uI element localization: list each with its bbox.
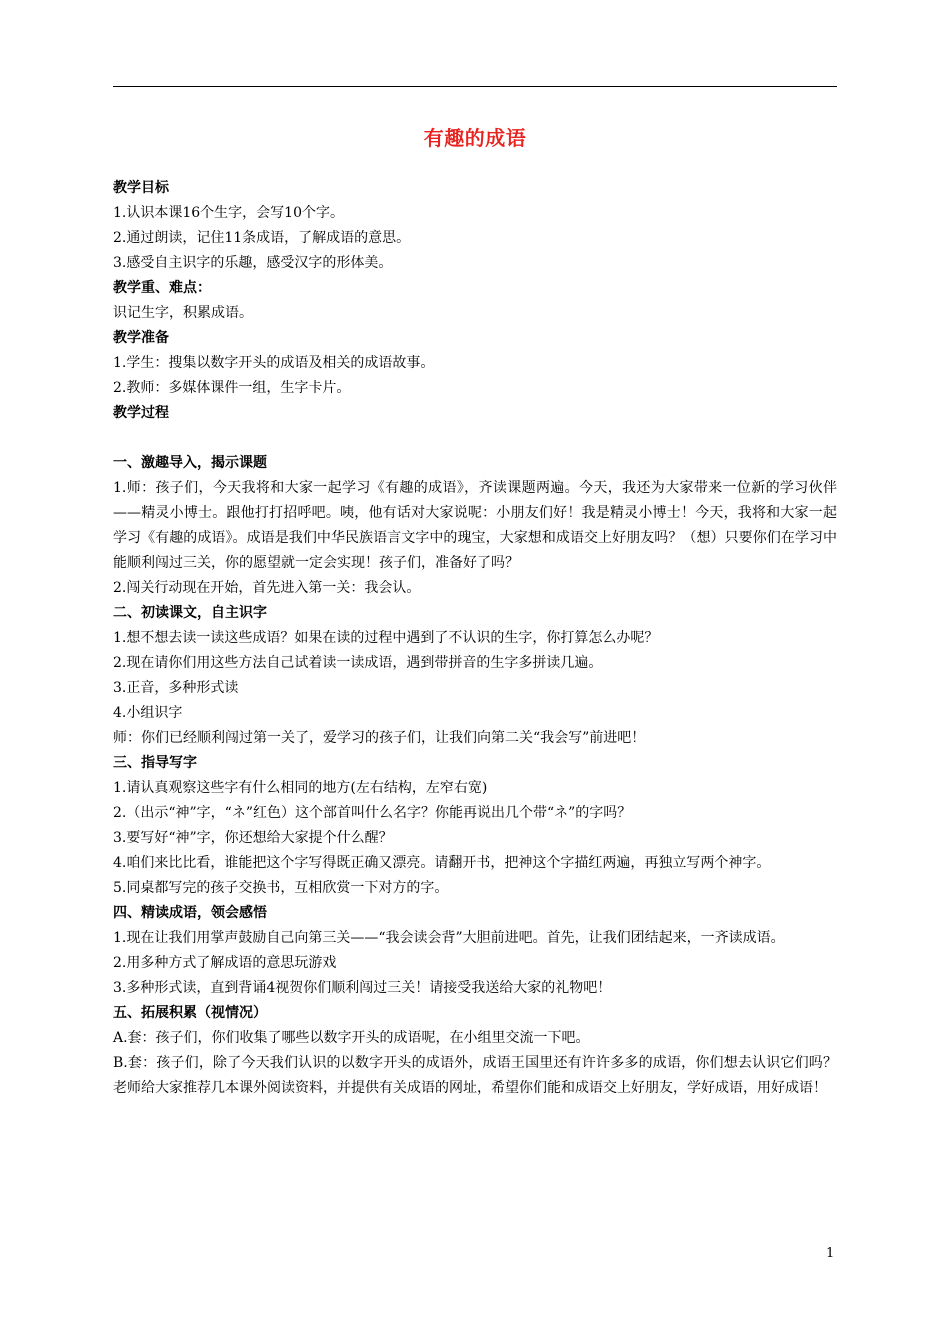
part3-item: 5.同桌都写完的孩子交换书，互相欣赏一下对方的字。 <box>113 880 449 896</box>
part4-item: 3.多种形式读，直到背诵4视贺你们顺利闯过三关！请接受我送给大家的礼物吧！ <box>113 980 612 996</box>
prep-item: 2.教师：多媒体课件一组，生字卡片。 <box>113 380 351 396</box>
part4-item: 2.用多种方式了解成语的意思玩游戏 <box>113 955 337 971</box>
goal-item: 1.认识本课16个生字，会写10个字。 <box>113 205 344 221</box>
heading-key-points: 教学重、难点： <box>113 280 211 296</box>
part1-item: 2.闯关行动现在开始，首先进入第一关：我会认。 <box>113 580 421 596</box>
header-rule <box>113 86 837 87</box>
document-body <box>113 176 837 1101</box>
key-point-item: 识记生字，积累成语。 <box>113 305 253 321</box>
part3-item: 3.要写好“神”字，你还想给大家提个什么醒？ <box>113 830 393 846</box>
part5-item: B.套：孩子们，除了今天我们认识的以数字开头的成语外，成语王国里还有许许多多的成语，你们想去认识它们吗？老师给大家推荐几本课外阅读资料，并提供有关成语的网址，希望你们能和成语交上好朋友，学好成语，用好成语！ <box>113 1055 837 1096</box>
part4-item: 1.现在让我们用掌声鼓励自己向第三关——“我会读会背”大胆前进吧。首先，让我们团结起来，一齐读成语。 <box>113 930 785 946</box>
part2-item: 3.正音，多种形式读 <box>113 680 239 696</box>
prep-item: 1.学生：搜集以数字开头的成语及相关的成语故事。 <box>113 355 435 371</box>
part2-item: 1.想不想去读一读这些成语？如果在读的过程中遇到了不认识的生字，你打算怎么办呢？ <box>113 630 659 646</box>
document-title: 有趣的成语 <box>423 126 527 150</box>
goal-item: 3.感受自主识字的乐趣，感受汉字的形体美。 <box>113 255 393 271</box>
heading-part3: 三、指导写字 <box>113 755 197 771</box>
part2-item: 4.小组识字 <box>113 705 183 721</box>
heading-prep: 教学准备 <box>113 330 169 346</box>
heading-part5: 五、拓展积累（视情况） <box>113 1005 267 1021</box>
part1-item: 1.师：孩子们，今天我将和大家一起学习《有趣的成语》，齐读课题两遍。今天，我还为大家带来一位新的学习伙伴——精灵小博士。跟他打打招呼吧。咦，他有话对大家说呢：小朋友们好！我是精灵小博士！今天，我将和大家一起学习《有趣的成语》。成语是我们中华民族语言文字中的瑰宝，大家想和成语交上好朋友吗？（想）只要你们在学习中能顺利闯过三关，你的愿望就一定会实现！孩子们，准备好了吗？ <box>113 480 837 571</box>
heading-part1: 一、激趣导入，揭示课题 <box>113 455 267 471</box>
heading-part4: 四、精读成语，领会感悟 <box>113 905 267 921</box>
part2-item: 2.现在请你们用这些方法自己试着读一读成语，遇到带拼音的生字多拼读几遍。 <box>113 655 603 671</box>
part3-item: 2.（出示“神”字，“ネ”红色）这个部首叫什么名字？你能再说出几个带“ネ”的字吗？ <box>113 805 632 821</box>
heading-process: 教学过程 <box>113 405 169 421</box>
part3-item: 1.请认真观察这些字有什么相同的地方(左右结构，左窄右宽) <box>113 780 488 796</box>
page-number: 1 <box>826 1246 835 1261</box>
goal-item: 2.通过朗读，记住11条成语，了解成语的意思。 <box>113 230 411 246</box>
part5-item: A.套：孩子们，你们收集了哪些以数字开头的成语呢，在小组里交流一下吧。 <box>113 1030 590 1046</box>
heading-part2: 二、初读课文，自主识字 <box>113 605 267 621</box>
heading-goals: 教学目标 <box>113 180 169 196</box>
spacer <box>113 426 837 451</box>
part2-item: 师：你们已经顺利闯过第一关了，爱学习的孩子们，让我们向第二关“我会写”前进吧！ <box>113 730 646 746</box>
part3-item: 4.咱们来比比看，谁能把这个字写得既正确又漂亮。请翻开书，把神这个字描红两遍，再独立写两个神字。 <box>113 855 771 871</box>
